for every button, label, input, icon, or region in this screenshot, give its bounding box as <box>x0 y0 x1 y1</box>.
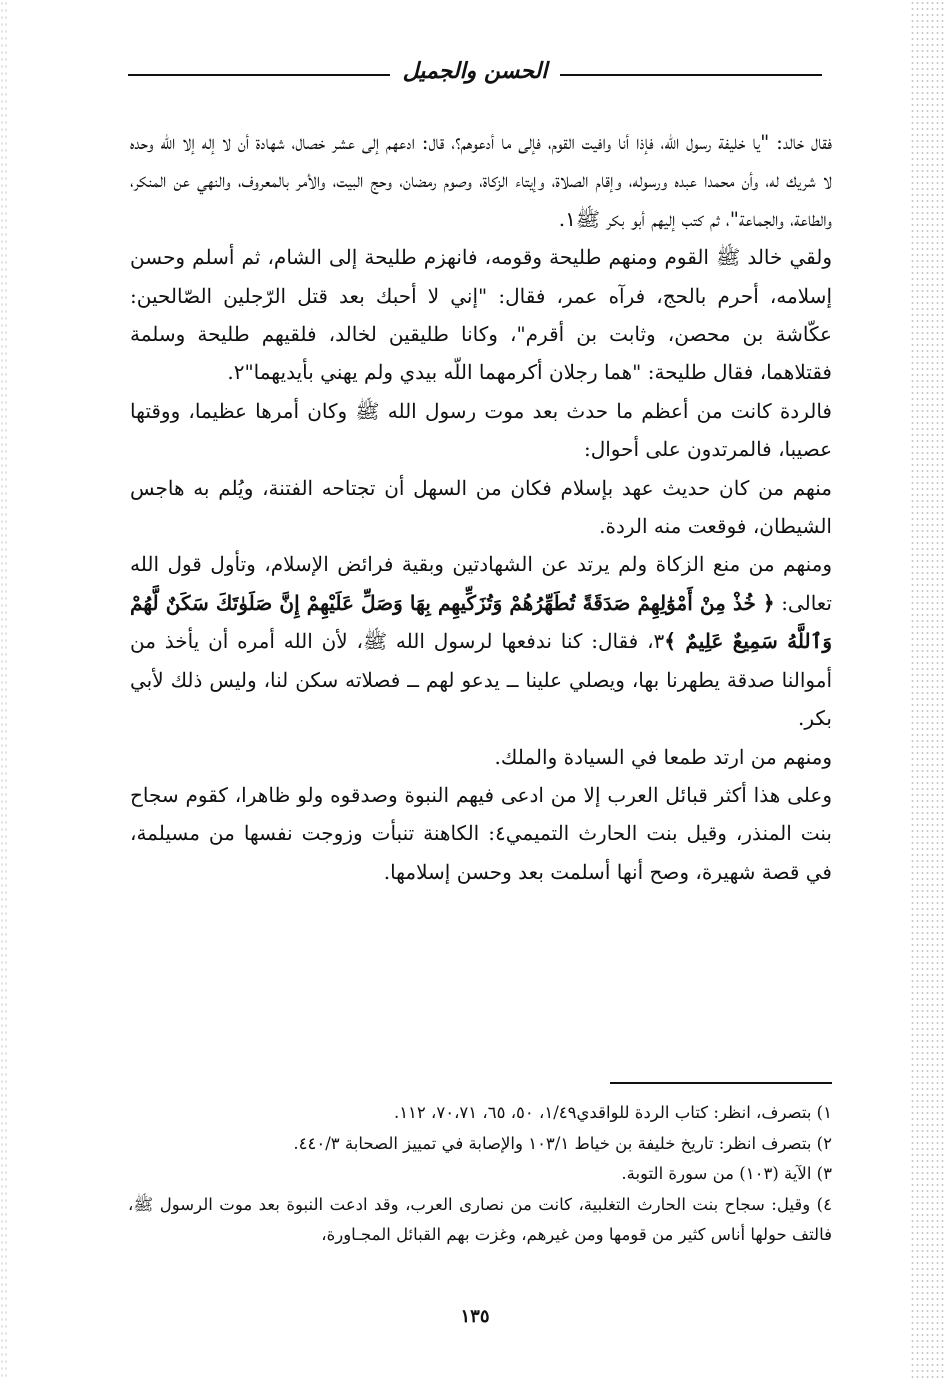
paragraph: فالردة كانت من أعظم ما حدث بعد موت رسول الله ﷺ وكان أمرها عظيما، ووقتها عصيبا، فالمرتدون على أحوال: <box>130 398 832 462</box>
footnote: ٢) بتصرف انظر: تاريخ خليفة بن خياط ١٠٣/١ والإصابة في تمييز الصحابة ٤٤٠/٣. <box>293 1133 832 1153</box>
header-rule-left <box>128 74 390 76</box>
header-rule-right <box>560 74 822 76</box>
main-text <box>130 123 832 891</box>
footnote: ٤) وقيل: سجاح بنت الحارث التغلبية، كانت من نصارى العرب، وقد ادعت النبوة بعد موت الرسول ﷺ، فالتف حولها أناس كثير من قومها ومن غيرهم، وغزت بهم القبائل المجـاورة، <box>128 1194 832 1244</box>
paragraph-with-verse <box>130 545 832 737</box>
verse-intro: ومنهم من منع الزكاة ولم يرتد عن الشهادتين وبقية فرائض الإسلام، وتأول قول الله تعالى: <box>130 552 832 615</box>
page-number: ١٣٥ <box>460 1306 490 1327</box>
scan-speckle-right <box>910 0 944 1378</box>
paragraph: ولقي خالد ﷺ القوم ومنهم طليحة وقومه، فانهزم طليحة إلى الشام، ثم أسلم وحسن إسلامه، أحرم بالحج، فرآه عمر، فقال: "إني لا أحبك بعد قتل الرّجلين الصّالحين: عكّاشة بن محصن، وثابت بن أقرم"، وكانا طليقين لخالد، فلقيهم طليحة وسلمة فقتلاهما، فقال طليحة: "هما رجلان أكرمهما اللّه بيدي ولم يهني بأيديهما"٢. <box>130 245 832 385</box>
paragraph: وعلى هذا أكثر قبائل العرب إلا من ادعى فيهم النبوة وصدقوه ولو ظاهرا، كقوم سجاح بنت المنذر، وقيل بنت الحارث التميمي٤: الكاهنة تنبأت وزوجت نفسها من مسيلمة، في قصة شهيرة، وصح أنها أسلمت بعد وحسن إسلامها. <box>130 782 832 884</box>
paragraph: فقال خالد: "يا خليفة رسول الله، فإذا أنا وافيت القوم، فإلى ما أدعوهم؟، قال: ادعهم إلى عشر خصال، شهادة أن لا إله إلا الله وحده لا شريك له، وأن محمدا عبده ورسوله، وإقام الصلاة، وإيتاء الزكاة، وصوم رمضان، وحج البيت، والأمر بالمعروف، والنهي عن المنكر، والطاعة، والجماعة"، ثم كتب إليهم أبو بكر ﷺ١. <box>130 130 832 231</box>
page-header <box>128 52 822 96</box>
header-title: الحسن والجميل <box>402 58 548 84</box>
verse-followup: ٣، فقال: كنا ندفعها لرسول الله ﷺ، لأن الله أمره أن يأخذ من أموالنا صدقة يطهرنا بها، ويصلي علينا ــ يدعو لهم ــ فصلاته سكن لنا، وليس ذلك لأبي بكر. <box>130 629 832 731</box>
footnotes <box>128 1098 832 1251</box>
quran-verse: ﴿ خُذْ مِنْ أَمْوَٰلِهِمْ صَدَقَةً تُطَهِّرُهُمْ وَتُزَكِّيهِم بِهَا وَصَلِّ عَلَيْهِمْ إِنَّ صَلَوٰتَكَ سَكَنٌ لَّهُمْ وَٱللَّهُ سَمِيعٌ عَلِيمٌ ﴾ <box>130 590 832 654</box>
paragraph: ومنهم من ارتد طمعا في السيادة والملك. <box>494 744 832 769</box>
footnote: ١) بتصرف، انظر: كتاب الردة للواقدي١/٤٩، ٥٠، ٦٥، ٧٠،٧١، ١١٢. <box>393 1103 832 1122</box>
scan-speckle-left <box>0 0 8 1378</box>
footnote-separator <box>610 1082 832 1084</box>
paragraph: منهم من كان حديث عهد بإسلام فكان من السهل أن تجتاحه الفتنة، ويُلم به هاجس الشيطان، فوقعت منه الردة. <box>130 475 832 539</box>
footnote: ٣) الآية (١٠٣) من سورة التوبة. <box>621 1164 832 1183</box>
